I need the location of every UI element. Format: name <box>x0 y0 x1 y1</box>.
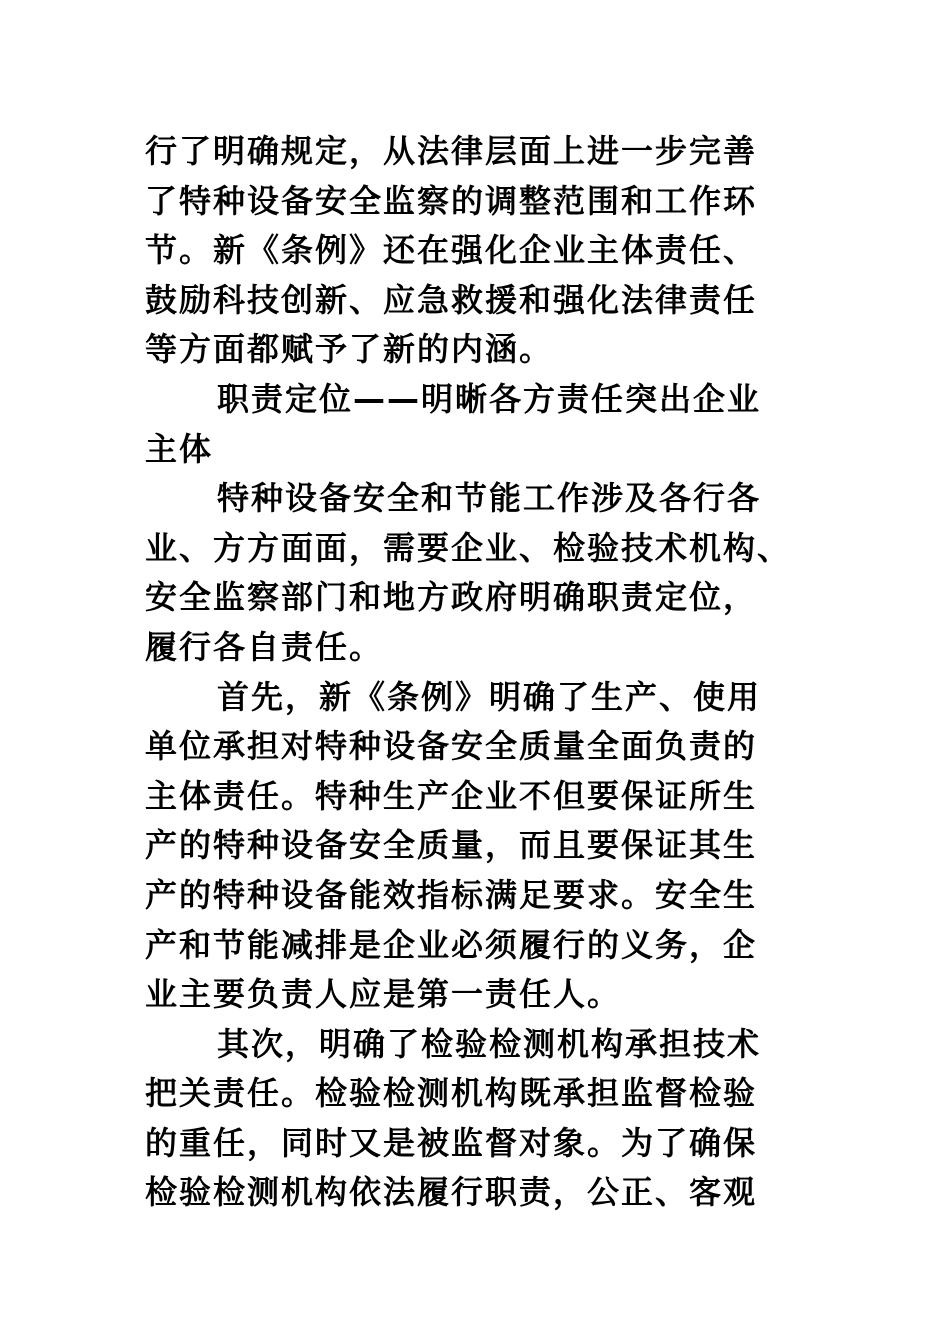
section-heading-continued: 主体 <box>145 429 214 468</box>
text-line: 行了明确规定，从法律层面上进一步完善 <box>145 132 758 170</box>
paragraph-start: 特种设备安全和节能工作涉及各行各 <box>217 479 762 518</box>
text-line: 了特种设备安全监察的调整范围和工作环 <box>145 181 758 220</box>
section-heading: 职责定位——明晰各方责任突出企业 <box>217 379 762 418</box>
text-line: 业、方方面面，需要企业、检验技术机构、 <box>145 528 792 567</box>
text-line: 业主要负责人应是第一责任人。 <box>145 975 622 1014</box>
text-line: 等方面都赋予了新的内涵。 <box>145 330 554 369</box>
text-line: 的重任，同时又是被监督对象。为了确保 <box>145 1123 758 1162</box>
text-line: 产的特种设备安全质量，而且要保证其生 <box>145 826 758 865</box>
body-text <box>145 127 810 1218</box>
text-line: 检验检测机构依法履行职责，公正、客观 <box>145 1173 758 1212</box>
text-line: 履行各自责任。 <box>145 627 384 666</box>
text-line: 产的特种设备能效指标满足要求。安全生 <box>145 875 758 914</box>
text-line: 鼓励科技创新、应急救援和强化法律责任 <box>145 280 758 319</box>
text-line: 主体责任。特种生产企业不但要保证所生 <box>145 776 758 815</box>
text-line: 把关责任。检验检测机构既承担监督检验 <box>145 1074 758 1113</box>
text-line: 安全监察部门和地方政府明确职责定位， <box>145 578 758 617</box>
text-line: 产和节能减排是企业必须履行的义务，企 <box>145 925 758 964</box>
paragraph-start: 首先，新《条例》明确了生产、使用 <box>217 677 762 716</box>
paragraph-start: 其次，明确了检验检测机构承担技术 <box>217 1024 762 1063</box>
text-line: 节。新《条例》还在强化企业主体责任、 <box>145 231 758 270</box>
text-line: 单位承担对特种设备安全质量全面负责的 <box>145 727 758 766</box>
